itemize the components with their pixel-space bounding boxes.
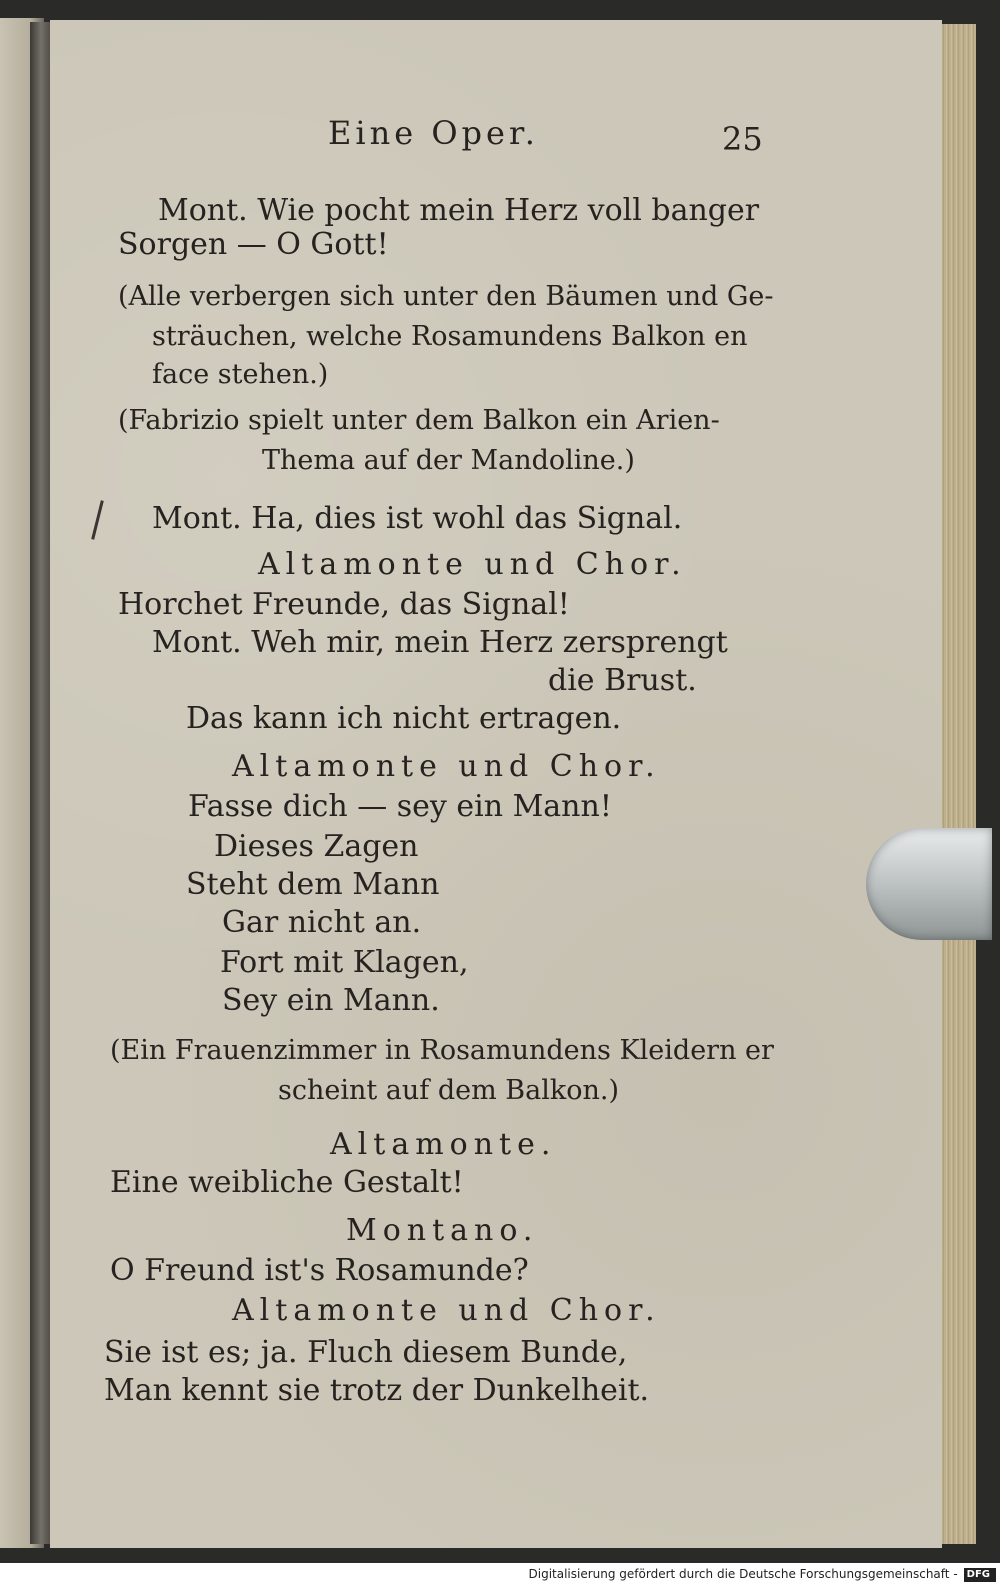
speaker-heading-1: Altamonte und Chor.	[258, 547, 687, 582]
text-line-21: (Ein Frauenzimmer in Rosamundens Kleidern er	[110, 1035, 774, 1066]
text-line-13: Das kann ich nicht ertragen.	[186, 701, 622, 736]
text-line-11: Mont. Weh mir, mein Herz zersprengt	[152, 625, 728, 660]
text-line-7: Thema auf der Mandoline.)	[262, 445, 635, 476]
text-line-6: (Fabrizio spielt unter dem Balkon ein Arien-	[118, 405, 720, 436]
speaker-heading-3: Altamonte.	[330, 1127, 557, 1162]
text-line-1: Mont. Wie pocht mein Herz voll banger	[158, 193, 760, 228]
text-line-15: Fasse dich — sey ein Mann!	[188, 789, 612, 824]
funding-credit: Digitalisierung gefördert durch die Deutsche Forschungsgemeinschaft -	[528, 1567, 958, 1581]
speaker-heading-5: Altamonte und Chor.	[232, 1293, 661, 1328]
text-line-10: Horchet Freunde, das Signal!	[118, 587, 570, 622]
running-header-title: Eine Oper.	[328, 114, 539, 152]
text-line-18: Gar nicht an.	[222, 905, 422, 940]
text-line-8: Mont. Ha, dies ist wohl das Signal.	[152, 501, 683, 536]
text-line-16: Dieses Zagen	[214, 829, 419, 864]
text-line-28: Sie ist es; ja. Fluch diesem Bunde,	[104, 1335, 628, 1370]
text-line-2: Sorgen — O Gott!	[118, 227, 389, 262]
page-edges	[940, 24, 976, 1544]
text-line-19: Fort mit Klagen,	[220, 945, 469, 980]
text-line-20: Sey ein Mann.	[222, 983, 440, 1018]
text-line-22: scheint auf dem Balkon.)	[278, 1075, 620, 1106]
page-number: 25	[722, 120, 763, 158]
text-line-12: die Brust.	[548, 663, 697, 698]
text-line-24: Eine weibliche Gestalt!	[110, 1165, 464, 1200]
speaker-heading-2: Altamonte und Chor.	[232, 749, 661, 784]
text-line-5: face stehen.)	[152, 359, 329, 390]
page-clip	[866, 828, 992, 940]
speaker-heading-4: Montano.	[346, 1213, 539, 1248]
text-line-4: sträuchen, welche Rosamundens Balkon en	[152, 321, 748, 352]
text-line-3: (Alle verbergen sich unter den Bäumen und Ge-	[118, 281, 774, 312]
digitization-footer	[0, 1563, 1000, 1585]
text-line-17: Steht dem Mann	[186, 867, 440, 902]
dfg-logo: DFG	[964, 1568, 996, 1582]
text-line-29: Man kennt sie trotz der Dunkelheit.	[104, 1373, 650, 1408]
book-spine	[30, 22, 52, 1544]
text-line-26: O Freund ist's Rosamunde?	[110, 1253, 529, 1288]
